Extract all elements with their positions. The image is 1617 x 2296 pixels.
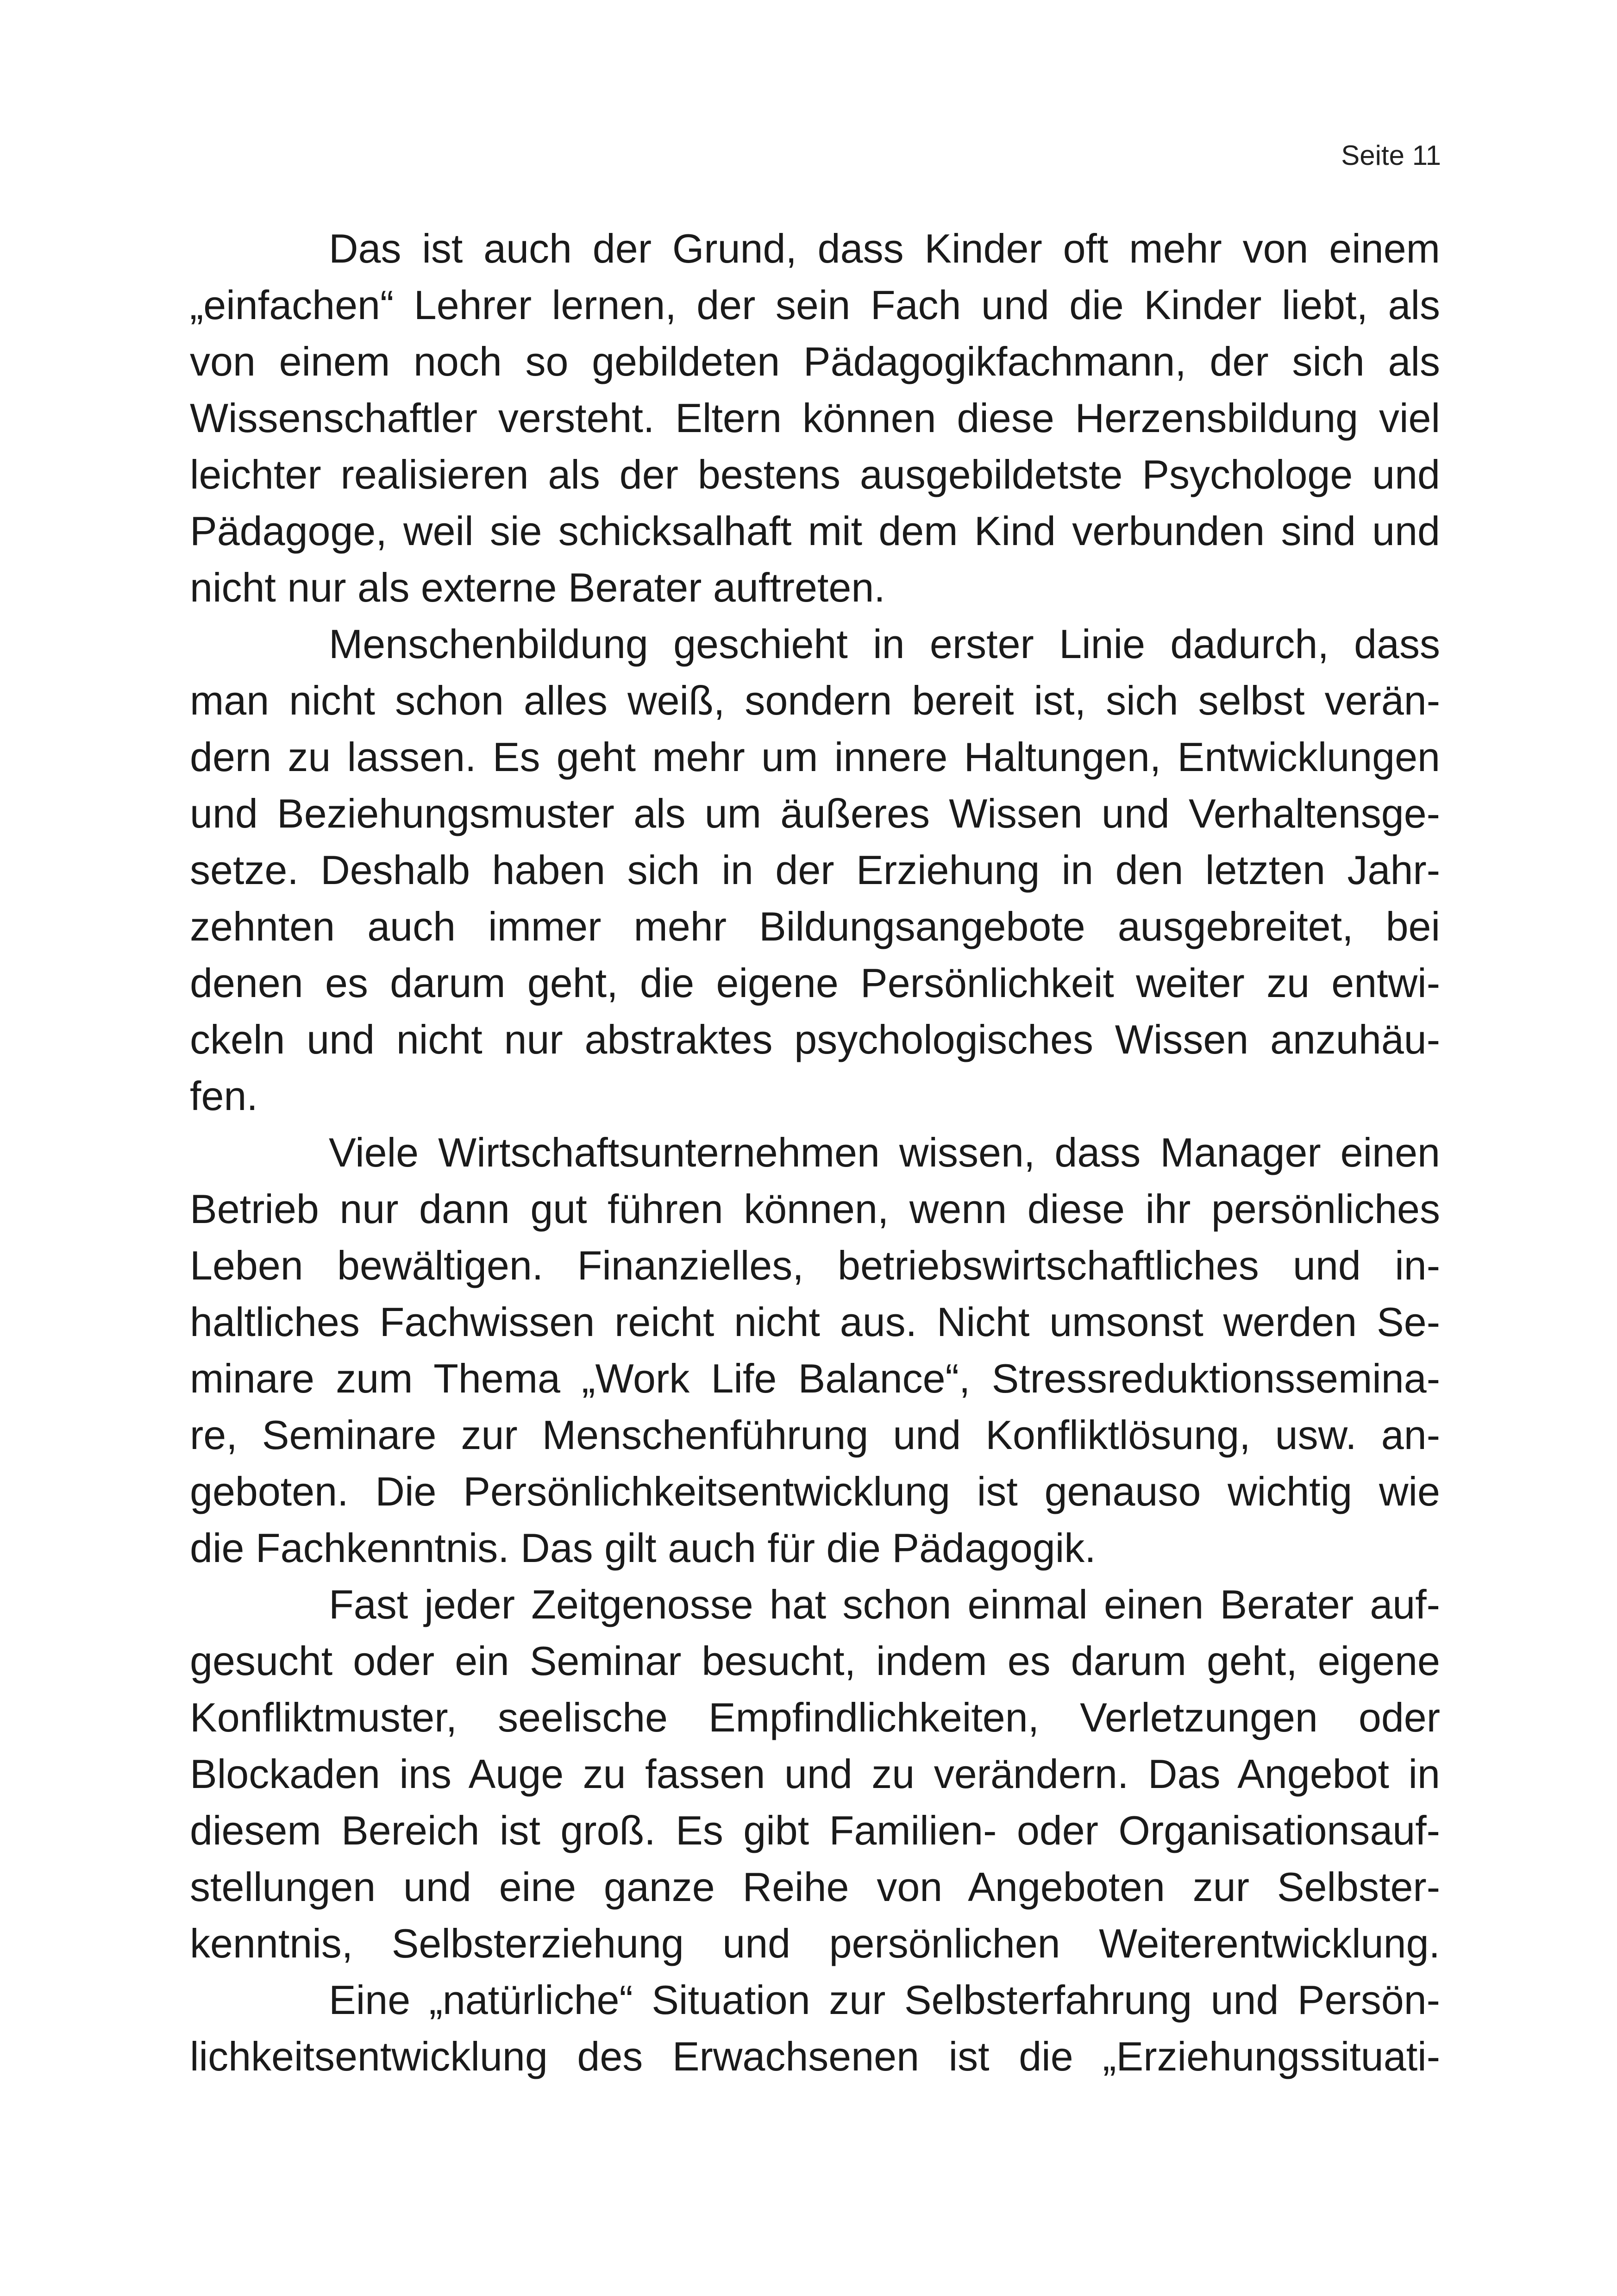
text-line: Betrieb nur dann gut führen können, wenn diese ihr persönliches [190,1186,1440,1232]
text-line: stellungen und eine ganze Reihe von Angeboten zur Selbster- [190,1864,1440,1910]
text-line: nicht nur als externe Berater auftreten. [190,565,885,610]
text-line: Menschenbildung geschieht in erster Linie dadurch, dass [329,621,1440,667]
text-line: haltliches Fachwissen reicht nicht aus. Nicht umsonst werden Se- [190,1299,1440,1345]
text-line: Blockaden ins Auge zu fassen und zu verändern. Das Angebot in [190,1751,1440,1797]
text-line: gesucht oder ein Seminar besucht, indem es darum geht, eigene [190,1638,1440,1684]
text-line: geboten. Die Persönlichkeitsentwicklung ist genauso wichtig wie [190,1468,1440,1514]
text-line: Wissenschaftler versteht. Eltern können diese Herzensbildung viel [190,395,1440,441]
text-line: die Fachkenntnis. Das gilt auch für die Pädagogik. [190,1525,1096,1571]
text-line: Das ist auch der Grund, dass Kinder oft mehr von einem [329,226,1440,271]
text-line: „einfachen“ Lehrer lernen, der sein Fach und die Kinder liebt, als [190,282,1440,328]
text-line: fen. [190,1073,258,1119]
text-line: Pädagoge, weil sie schicksalhaft mit dem Kind verbunden sind und [190,508,1440,554]
text-line: von einem noch so gebildeten Pädagogikfachmann, der sich als [190,339,1440,384]
text-line: Eine „natürliche“ Situation zur Selbsterfahrung und Persön- [329,1977,1440,2023]
text-line: re, Seminare zur Menschenführung und Konfliktlösung, usw. an- [190,1412,1440,1458]
text-line: Fast jeder Zeitgenosse hat schon einmal einen Berater auf- [329,1581,1440,1627]
text-line: diesem Bereich ist groß. Es gibt Familien- oder Organisationsauf- [190,1807,1440,1853]
text-line: man nicht schon alles weiß, sondern bereit ist, sich selbst verän- [190,678,1440,723]
text-line: Leben bewältigen. Finanzielles, betriebswirtschaftliches und in- [190,1242,1440,1288]
text-line: zehnten auch immer mehr Bildungsangebote ausgebreitet, bei [190,903,1440,949]
text-line: Konfliktmuster, seelische Empfindlichkeiten, Verletzungen oder [190,1694,1440,1740]
text-line: lichkeitsentwicklung des Erwachsenen ist die „Erziehungssituati- [190,2033,1440,2079]
page-number: Seite 11 [1341,140,1441,171]
text-line: setze. Deshalb haben sich in der Erziehung in den letzten Jahr- [190,847,1440,893]
text-line: dern zu lassen. Es geht mehr um innere Haltungen, Entwicklungen [190,734,1440,780]
text-line: ckeln und nicht nur abstraktes psychologisches Wissen anzuhäu- [190,1016,1440,1062]
body-text [190,220,1440,2085]
text-line: und Beziehungsmuster als um äußeres Wissen und Verhaltensge- [190,790,1440,836]
text-line: leichter realisieren als der bestens ausgebildetste Psychologe und [190,452,1440,497]
text-line: minare zum Thema „Work Life Balance“, Stressreduktionssemina- [190,1355,1440,1401]
text-line: Viele Wirtschaftsunternehmen wissen, dass Manager einen [329,1129,1440,1175]
text-line: kenntnis, Selbsterziehung und persönlichen Weiterentwicklung. [190,1920,1440,1966]
text-line: denen es darum geht, die eigene Persönlichkeit weiter zu entwi- [190,960,1440,1006]
